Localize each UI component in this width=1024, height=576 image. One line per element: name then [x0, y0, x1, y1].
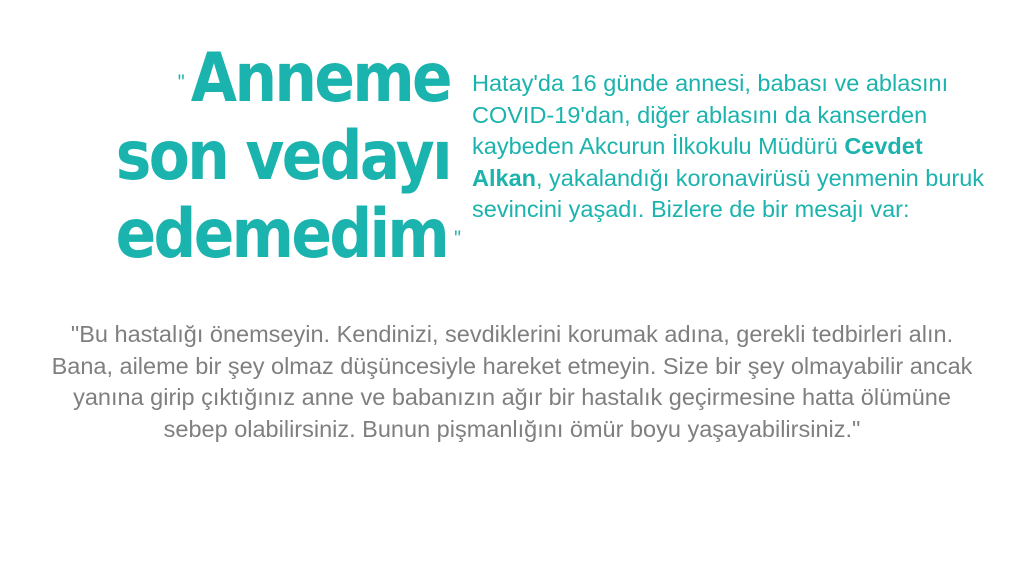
- headline: [115, 39, 462, 274]
- headline-line-2: son vedayı: [115, 117, 451, 196]
- close-quote-mark: ": [454, 226, 462, 251]
- headline-line-1: [116, 40, 450, 118]
- person-name: Cevdet Alkan: [472, 133, 923, 191]
- open-quote-mark: ": [177, 70, 186, 95]
- headline-text-1: Anneme: [190, 39, 450, 118]
- headline-line-3: [115, 195, 462, 274]
- intro-text-part-1: Hatay'da 16 günde annesi, babası ve ablasını COVID-19'dan, diğer ablasını da kanserden kaybeden Akcurun İlkokulu Müdürü: [472, 70, 949, 159]
- intro-paragraph: [472, 68, 992, 226]
- quote-paragraph: "Bu hastalığı önemseyin. Kendinizi, sevdiklerini korumak adına, gerekli tedbirleri alın. Bana, aileme bir şey olmaz düşüncesiyle hareket etmeyin. Size bir şey olmayabilir ancak yanına girip çıktığınız anne ve babanızın ağır bir hastalık geçirmesine hatta ölümüne sebep olabilirsiniz. Bunun pişmanlığını ömür boyu yaşayabilirsiniz.": [51, 321, 973, 442]
- headline-text-3: edemedim: [115, 195, 448, 274]
- intro-text-part-2: , yakalandığı koronavirüsü yenmenin buruk sevincini yaşadı. Bizlere de bir mesajı var:: [472, 164, 985, 222]
